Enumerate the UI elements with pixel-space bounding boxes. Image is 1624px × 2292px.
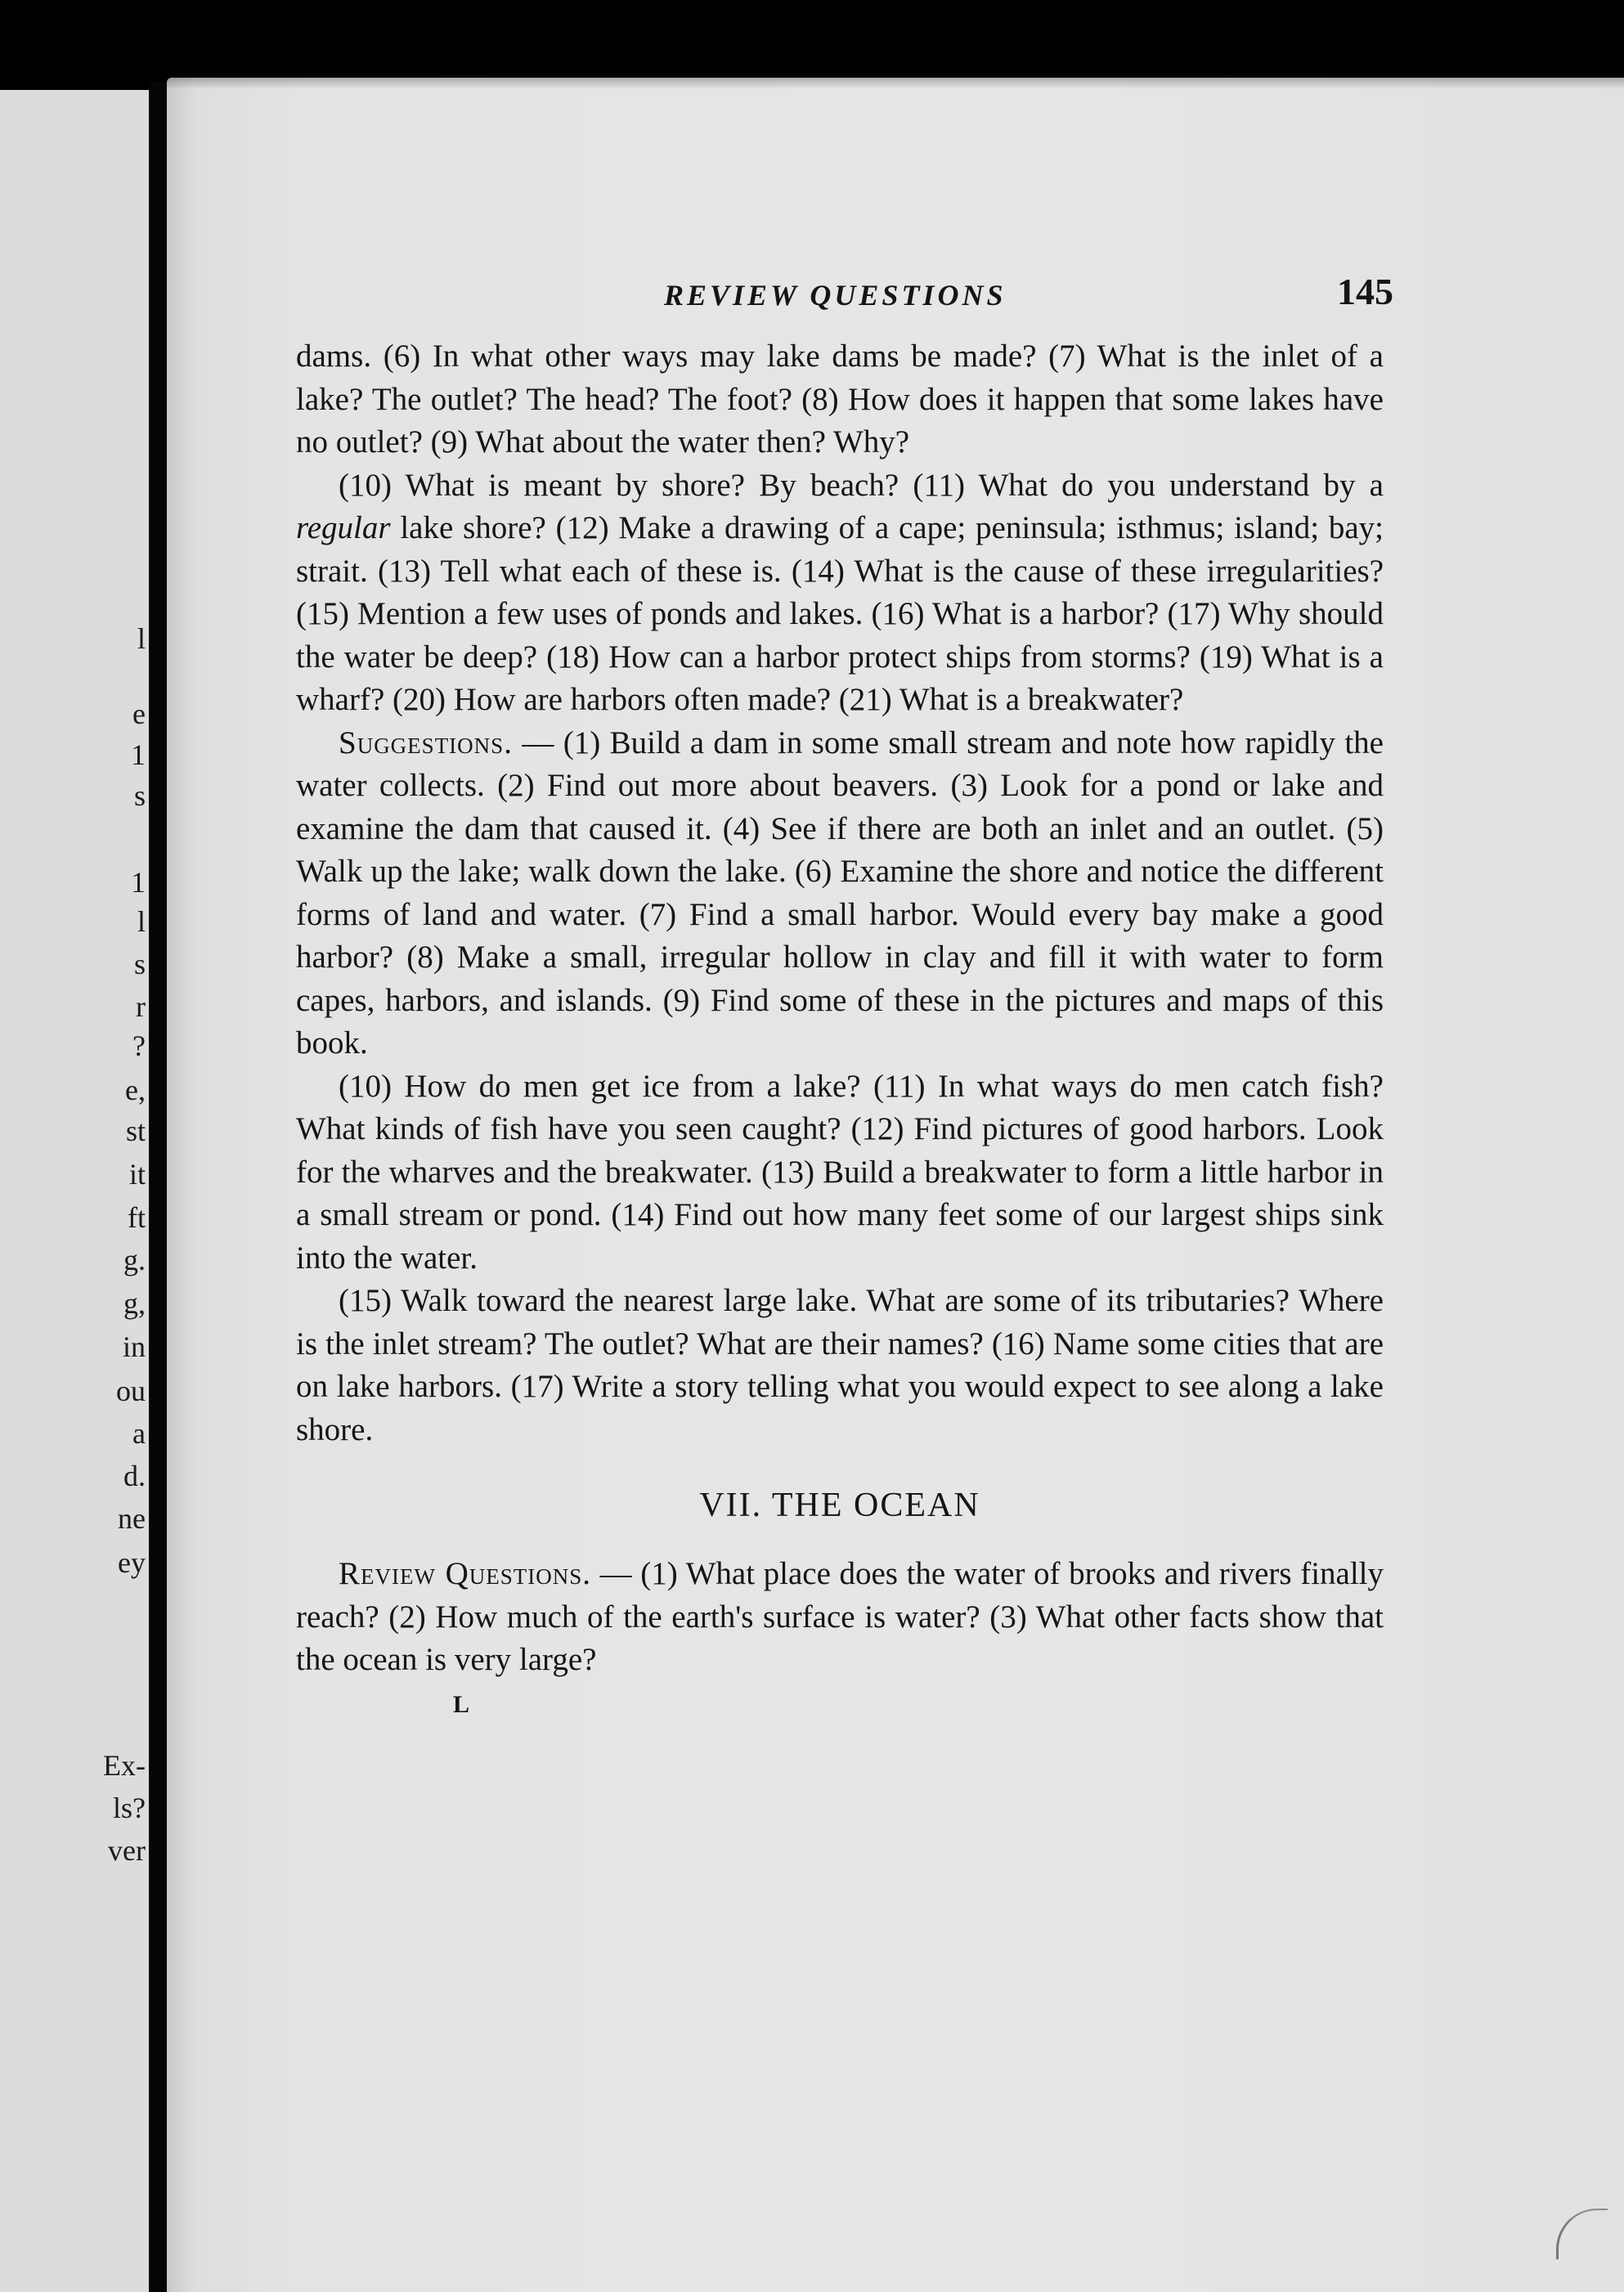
paragraph-shore-questions (296, 464, 1384, 722)
left-page-fragment: ? (132, 1029, 146, 1062)
section-heading-ocean: VII. THE OCEAN (699, 1487, 980, 1524)
signature-mark: L (453, 1690, 470, 1718)
left-page-fragment: e, (125, 1074, 146, 1106)
review-questions-lead: Review Questions. (339, 1556, 591, 1591)
paragraph-ice-fish: (10) How do men get ice from a lake? (11) In what ways do men catch fish? What kinds of fish have you seen caught? (12) Find pictures of good harbors. Look for the wharves and the breakwater. (13) Build a breakwater to form a little harbor in a small stream or pond. (14) Find out how many feet some of our largest ships sink into the water. (296, 1068, 1384, 1276)
running-head (296, 270, 1393, 327)
left-page-fragment: a (132, 1417, 146, 1450)
gutter-shadow (149, 82, 167, 2292)
left-page-fragment: s (133, 948, 146, 980)
left-page-fragment: it (128, 1158, 146, 1191)
left-page-fragment: Ex- (103, 1749, 146, 1782)
paragraph-lake-dams: dams. (6) In what other ways may lake dams be made? (7) What is the inlet of a lake? The outlet? The head? The foot? (8) How does it happen that some lakes have no outlet? (9) What about the water then? Why? (296, 339, 1384, 460)
left-page-fragment: st (125, 1115, 146, 1147)
left-page-fragment: e (132, 697, 146, 730)
left-page-fragment: ou (116, 1375, 146, 1407)
page-top-shadow (167, 78, 1624, 89)
left-page-fragment: ver (108, 1834, 146, 1867)
left-page-fragment: 1 (131, 738, 146, 771)
review-questions-body: — (1) What place does the water of brooks and rivers finally reach? (2) How much of the earth's surface is water? (3) What other facts show that the ocean is very large? (296, 1556, 1384, 1677)
left-page-fragment: l (137, 622, 146, 655)
page-number: 145 (1337, 271, 1393, 312)
paragraph-suggestions (296, 722, 1384, 1065)
page-text-block (296, 270, 1393, 1721)
left-page-fragment: ft (128, 1201, 146, 1234)
left-page-fragment: r (136, 990, 146, 1023)
paragraph-lake-walk: (15) Walk toward the nearest large lake. What are some of its tributaries? Where is the inlet stream? The outlet? What are their names? (16) Name some cities that are on lake harbors. (17) Write a story telling what you would expect to see along a lake shore. (296, 1283, 1384, 1447)
left-page-fragment: ey (118, 1546, 146, 1579)
left-page-edge (0, 90, 149, 2292)
left-page-fragment: l (137, 905, 146, 938)
suggestions-lead: Suggestions. (339, 724, 513, 760)
emphasis-regular: regular (296, 510, 391, 545)
paragraph-shore-suffix: lake shore? (12) Make a drawing of a cape; peninsula; isthmus; island; bay; strait. (13) Tell what each of these is. (14) What is the cause of these irregularities? (15) Mention a few uses of ponds and lakes. (16) What is a harbor? (17) Why should the water be deep? (18) How can a harbor protect ships from storms? (19) What is a wharf? (20) How are harbors often made? (21) What is a breakwater? (296, 510, 1384, 717)
left-page-fragment: d. (123, 1460, 146, 1492)
running-title: REVIEW QUESTIONS (664, 279, 1007, 312)
left-page-fragment: 1 (131, 866, 146, 899)
left-page-fragment: s (133, 779, 146, 812)
paragraph-ocean-review (296, 1553, 1384, 1682)
left-page-fragment: g, (123, 1287, 146, 1320)
paragraph-shore-prefix: (10) What is meant by shore? By beach? (11) What do you understand by a (339, 467, 1384, 503)
left-page-fragment: ls? (113, 1792, 146, 1824)
left-page-fragment: ne (118, 1502, 146, 1535)
suggestions-body: — (1) Build a dam in some small stream and note how rapidly the water collects. (2) Find out more about beavers. (3) Look for a pond or lake and examine the dam that caused it. (4) See if there are both an inlet and an outlet. (5) Walk up the lake; walk down the lake. (6) Examine the shore and notice the different forms of land and water. (7) Find a small harbor. Would every bay make a good harbor? (8) Make a small, irregular hollow in clay and fill it with water to form capes, harbors, and islands. (9) Find some of these in the pictures and maps of this book. (296, 724, 1384, 1061)
left-page-fragment: g. (123, 1244, 146, 1276)
left-page-fragment: in (122, 1330, 146, 1363)
